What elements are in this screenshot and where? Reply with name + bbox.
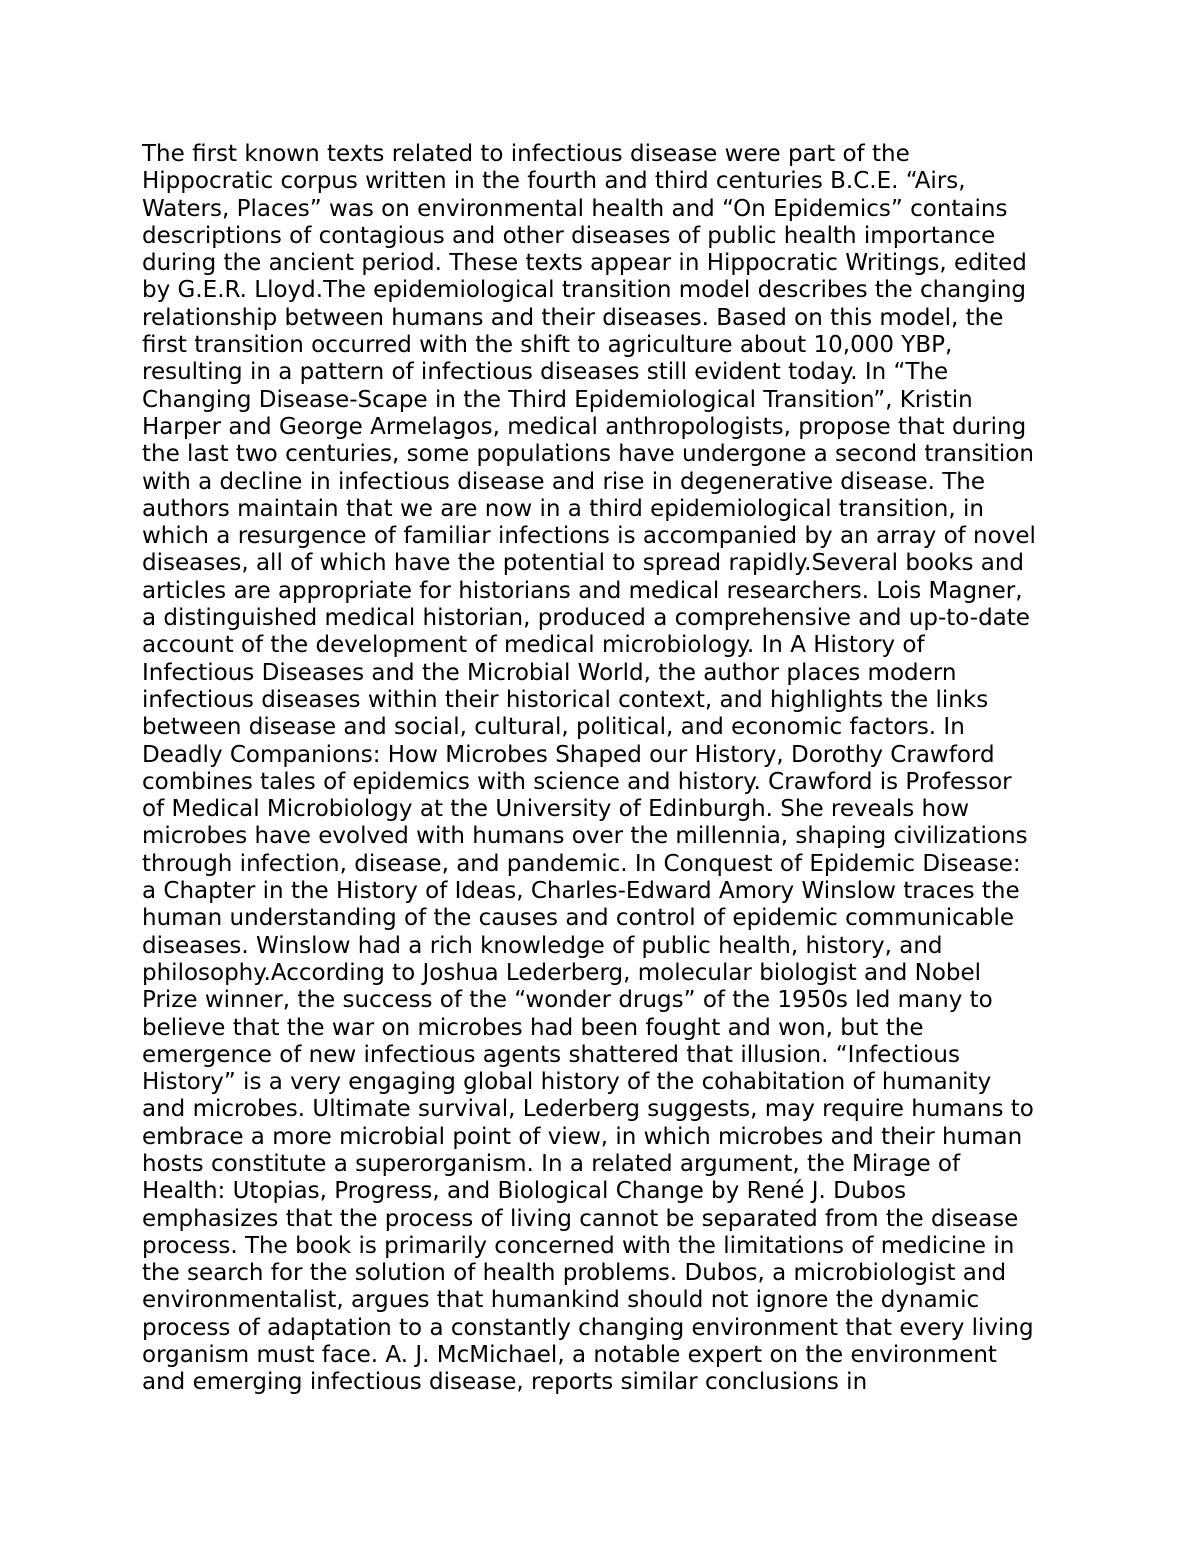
text-line: History” is a very engaging global history of the cohabitation of humanity: [142, 1069, 992, 1096]
text-line: hosts constitute a superorganism. In a related argument, the Mirage of: [142, 1150, 961, 1177]
text-line: the last two centuries, some populations have undergone a second transition: [142, 441, 1034, 468]
text-line: authors maintain that we are now in a third epidemiological transition, in: [142, 495, 984, 522]
text-line: combines tales of epidemics with science and history. Crawford is Professor: [142, 768, 1012, 795]
text-line: The first known texts related to infectious disease were part of the: [142, 141, 910, 167]
text-line: embrace a more microbial point of view, in which microbes and their human: [142, 1123, 1023, 1150]
text-line: Changing Disease-Scape in the Third Epidemiological Transition”, Kristin: [142, 386, 973, 413]
text-line: by G.E.R. Lloyd.The epidemiological transition model describes the changing: [142, 277, 1027, 304]
text-line: descriptions of contagious and other diseases of public health importance: [142, 222, 996, 249]
text-line: Health: Utopias, Progress, and Biological Change by René J. Dubos: [142, 1178, 907, 1205]
text-line: through infection, disease, and pandemic. In Conquest of Epidemic Disease:: [142, 850, 1021, 877]
text-line: Hippocratic corpus written in the fourth and third centuries B.C.E. “Airs,: [142, 168, 966, 195]
text-line: a distinguished medical historian, produced a comprehensive and up-to-date: [142, 605, 1030, 632]
text-line: diseases, all of which have the potential to spread rapidly.Several books and: [142, 550, 1025, 577]
text-line: and emerging infectious disease, reports similar conclusions in: [142, 1369, 868, 1396]
text-line: account of the development of medical microbiology. In A History of: [142, 632, 925, 659]
text-line: and microbes. Ultimate survival, Lederberg suggests, may require humans to: [142, 1096, 1034, 1123]
text-line: environmentalist, argues that humankind should not ignore the dynamic: [142, 1287, 980, 1314]
text-line: first transition occurred with the shift to agriculture about 10,000 YBP,: [142, 332, 953, 359]
text-line: with a decline in infectious disease and rise in degenerative disease. The: [142, 468, 986, 495]
text-line: resulting in a pattern of infectious diseases still evident today. In “The: [142, 359, 949, 386]
text-line: articles are appropriate for historians and medical researchers. Lois Magner,: [142, 577, 1023, 604]
text-line: Prize winner, the success of the “wonder drugs” of the 1950s led many to: [142, 987, 993, 1014]
text-line: microbes have evolved with humans over the millennia, shaping civilizations: [142, 823, 1028, 850]
text-line: during the ancient period. These texts appear in Hippocratic Writings, edited: [142, 250, 1027, 277]
text-line: human understanding of the causes and control of epidemic communicable: [142, 905, 1015, 932]
text-line: the search for the solution of health problems. Dubos, a microbiologist and: [142, 1260, 1007, 1287]
text-line: Waters, Places” was on environmental health and “On Epidemics” contains: [142, 195, 1008, 222]
text-line: process of adaptation to a constantly changing environment that every living: [142, 1314, 1034, 1341]
text-line: emergence of new infectious agents shattered that illusion. “Infectious: [142, 1041, 960, 1068]
text-line: Harper and George Armelagos, medical anthropologists, propose that during: [142, 413, 1027, 440]
text-line: diseases. Winslow had a rich knowledge of public health, history, and: [142, 932, 943, 959]
text-line: philosophy.According to Joshua Lederberg, molecular biologist and Nobel: [142, 959, 982, 986]
text-line: infectious diseases within their historical context, and highlights the links: [142, 686, 989, 713]
text-line: Infectious Diseases and the Microbial World, the author places modern: [142, 659, 957, 686]
text-line: a Chapter in the History of Ideas, Charles-Edward Amory Winslow traces the: [142, 878, 1020, 905]
text-line: emphasizes that the process of living cannot be separated from the disease: [142, 1205, 1019, 1232]
text-line: relationship between humans and their diseases. Based on this model, the: [142, 304, 1004, 331]
text-line: which a resurgence of familiar infections is accompanied by an array of novel: [142, 523, 1036, 550]
text-line: process. The book is primarily concerned with the limitations of medicine in: [142, 1232, 1015, 1259]
body-paragraph: [142, 141, 1072, 1397]
text-line: organism must face. A. J. McMichael, a notable expert on the environment: [142, 1342, 997, 1369]
text-line: believe that the war on microbes had been fought and won, but the: [142, 1014, 924, 1041]
text-line: Deadly Companions: How Microbes Shaped our History, Dorothy Crawford: [142, 741, 995, 768]
text-line: between disease and social, cultural, political, and economic factors. In: [142, 714, 965, 741]
text-line: of Medical Microbiology at the University of Edinburgh. She reveals how: [142, 796, 970, 823]
